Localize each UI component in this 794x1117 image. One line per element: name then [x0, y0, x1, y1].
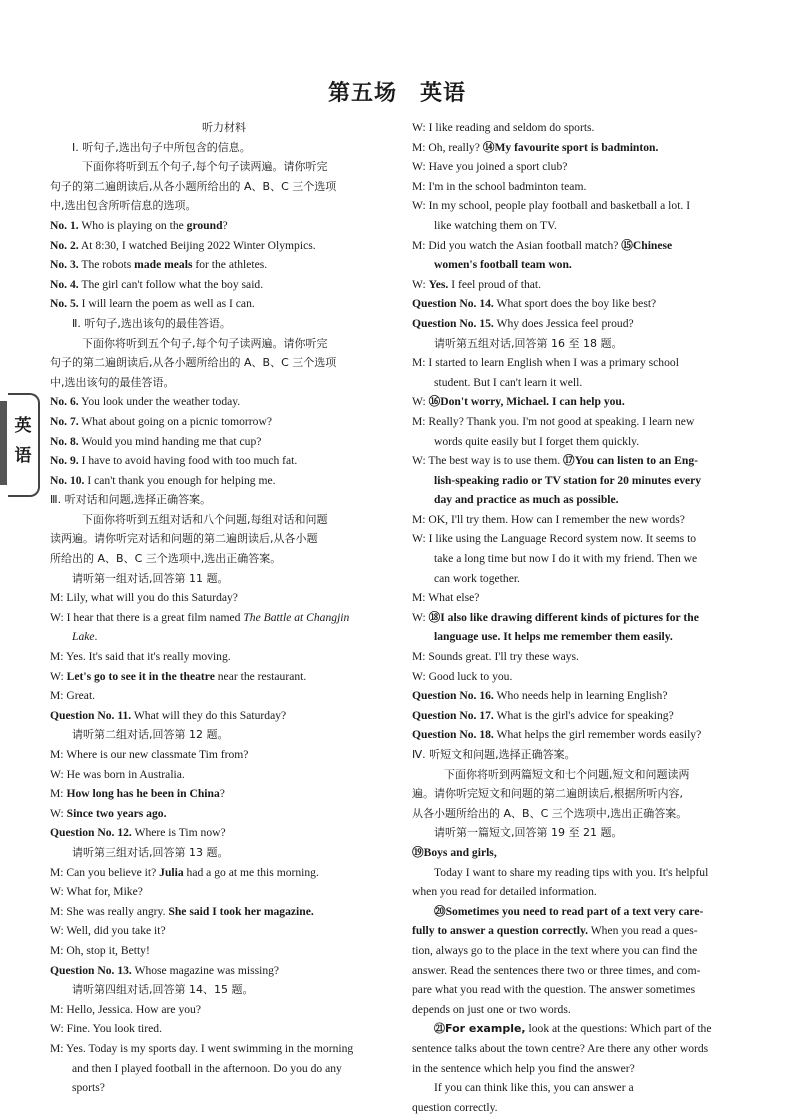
text-run: ⑱I also like drawing different kinds of pictures for the — [428, 610, 699, 624]
text-line — [412, 510, 760, 530]
text-line — [412, 196, 760, 216]
text-line — [50, 608, 398, 628]
text-line — [50, 882, 398, 902]
text-run: ? — [219, 787, 225, 801]
text-run: Question No. 15. — [412, 316, 494, 330]
text-line — [412, 471, 760, 491]
text-run: Question No. 17. — [412, 708, 494, 722]
text-run: for the athletes. — [192, 258, 268, 272]
text-line — [412, 1078, 760, 1098]
text-run: Today I want to share my reading tips with you. It's helpful — [434, 865, 709, 879]
text-line — [50, 294, 398, 314]
text-run: 中,选出包含所听信息的选项。 — [50, 199, 197, 213]
text-run: tion, always go to the place in the text where you can find the — [412, 943, 698, 957]
text-line — [50, 1059, 398, 1079]
text-line — [50, 412, 398, 432]
text-line — [50, 236, 398, 256]
text-run: take a long time but now I do it with my friend. Then we — [434, 552, 698, 566]
text-line — [50, 706, 398, 726]
text-run: M: I started to learn English when I was a primary school — [412, 356, 679, 370]
text-run: W: What for, Mike? — [50, 885, 143, 899]
text-line — [50, 529, 398, 549]
text-line — [50, 275, 398, 295]
text-line — [412, 353, 760, 373]
text-line — [50, 157, 398, 177]
text-run: Question No. 18. — [412, 728, 494, 742]
text-line — [50, 941, 398, 961]
text-run: No. 1. — [50, 218, 79, 232]
text-line — [50, 686, 398, 706]
text-run: W: — [50, 669, 67, 683]
text-line — [412, 216, 760, 236]
text-run: pare what you read with the question. The answer sometimes — [412, 983, 696, 997]
text-run: Lake — [72, 630, 95, 644]
text-run: when you read for detailed information. — [412, 885, 597, 899]
text-run: W: — [412, 610, 429, 624]
text-line — [412, 157, 760, 177]
text-line — [50, 490, 398, 510]
text-run: M: Yes. It's said that it's really moving. — [50, 650, 231, 664]
text-line — [412, 627, 760, 647]
text-line — [412, 588, 760, 608]
text-run: sentence talks about the town centre? Are there any other words — [412, 1041, 709, 1055]
text-line — [412, 745, 760, 765]
text-run: The robots — [78, 258, 135, 272]
text-run: M: Hello, Jessica. How are you? — [50, 1002, 202, 1016]
text-run: words quite easily but I forget them quickly. — [434, 434, 640, 448]
text-run: can work together. — [434, 571, 520, 585]
text-line — [412, 294, 760, 314]
text-run: Would you mind handing me that cup? — [78, 434, 262, 448]
text-run: 句子的第二遍朗读后,从各小题所给出的 A、B、C 三个选项 — [50, 179, 337, 193]
text-run: had a go at me this morning. — [183, 865, 319, 879]
text-line — [412, 236, 760, 256]
side-tab-bar — [0, 401, 7, 485]
text-run: No. 10. — [50, 473, 85, 487]
text-line — [50, 627, 398, 647]
text-run: answer. Read the sentences there two or three times, and com- — [412, 963, 701, 977]
text-line — [412, 569, 760, 589]
text-run: lish-speaking radio or TV station for 20 minutes every — [434, 473, 702, 487]
text-line — [50, 549, 398, 569]
text-run: Ⅱ. 听句子,选出该句的最佳答语。 — [72, 316, 231, 330]
text-run: I feel proud of that. — [448, 277, 542, 291]
text-line — [412, 1098, 760, 1117]
text-line — [412, 177, 760, 197]
text-run: W: In my school, people play football and basketball a lot. I — [412, 199, 691, 213]
text-run: M: She was really angry. — [50, 904, 169, 918]
text-line — [412, 882, 760, 902]
text-run: M: Did you watch the Asian football match? — [412, 238, 622, 252]
text-line — [412, 1059, 760, 1079]
text-run: M: What else? — [412, 591, 480, 605]
text-line — [50, 118, 398, 138]
text-line — [50, 1000, 398, 1020]
text-run: Whose magazine was missing? — [131, 963, 280, 977]
text-line — [50, 177, 398, 197]
text-run: If you can think like this, you can answer a — [434, 1081, 634, 1095]
text-run: M: Can you believe it? — [50, 865, 160, 879]
text-line — [50, 843, 398, 863]
text-run: 请听第四组对话,回答第 14、15 题。 — [72, 983, 254, 997]
text-run: ⑳Sometimes you need to read part of a text very care- — [434, 904, 704, 918]
text-run: depends on just one or two words. — [412, 1002, 571, 1016]
side-tab-label: 英语 — [14, 416, 32, 466]
text-run: Since two years ago. — [66, 806, 167, 820]
text-run: like watching them on TV. — [434, 218, 557, 232]
text-line — [50, 1078, 398, 1098]
text-line — [50, 255, 398, 275]
text-run: 下面你将听到五组对话和八个问题,每组对话和问题 — [82, 512, 328, 526]
text-line — [412, 549, 760, 569]
text-run: Ⅳ. 听短文和问题,选择正确答案。 — [412, 748, 576, 761]
text-line — [412, 392, 760, 412]
text-line — [50, 373, 398, 393]
text-run: The Battle at Changjin — [243, 610, 350, 624]
text-line — [412, 686, 760, 706]
text-line — [412, 490, 760, 510]
text-run: ⑯Don't worry, Michael. I can help you. — [428, 395, 625, 409]
text-line — [412, 804, 760, 824]
text-line — [50, 980, 398, 1000]
text-run: The girl can't follow what the boy said. — [78, 277, 264, 291]
text-run: No. 2. — [50, 238, 79, 252]
text-run: ⑭My favourite sport is badminton. — [482, 140, 659, 154]
text-run: sports? — [72, 1081, 105, 1095]
text-run: language use. It helps me remember them easily. — [434, 630, 673, 644]
text-run: What helps the girl remember words easily? — [493, 728, 702, 742]
text-run: . — [94, 630, 98, 644]
text-run: 听力材料 — [202, 121, 246, 134]
text-line — [50, 138, 398, 158]
text-run: What about going on a picnic tomorrow? — [78, 414, 272, 428]
text-line — [50, 823, 398, 843]
text-run: 请听第三组对话,回答第 13 题。 — [72, 845, 229, 859]
text-run: made meals — [134, 258, 193, 272]
text-line — [412, 961, 760, 981]
text-run: W: I like using the Language Record system now. It seems to — [412, 532, 697, 546]
text-run: Who is playing on the — [78, 218, 187, 232]
text-line — [50, 725, 398, 745]
text-line — [50, 1019, 398, 1039]
text-line — [412, 902, 760, 922]
text-run: M: Really? Thank you. I'm not good at speaking. I learn new — [412, 414, 695, 428]
text-run: I have to avoid having food with too much fat. — [78, 454, 298, 468]
text-line — [50, 510, 398, 530]
text-line — [50, 216, 398, 236]
text-run: No. 8. — [50, 434, 79, 448]
text-run: 从各小题所给出的 A、B、C 三个选项中,选出正确答案。 — [412, 806, 688, 820]
text-run: Question No. 14. — [412, 297, 494, 311]
text-run: I will learn the poem as well as I can. — [78, 297, 255, 311]
text-run: Where is Tim now? — [131, 826, 226, 840]
text-line — [412, 1000, 760, 1020]
text-run: 下面你将听到五个句子,每个句子读两遍。请你听完 — [82, 336, 328, 350]
text-line — [50, 804, 398, 824]
text-run: At 8:30, I watched Beijing 2022 Winter Olympics. — [78, 238, 316, 252]
text-line — [412, 784, 760, 804]
text-run: W: — [412, 277, 429, 291]
text-line — [412, 451, 760, 471]
text-run: M: Sounds great. I'll try these ways. — [412, 650, 579, 664]
text-line — [412, 667, 760, 687]
text-run: What will they do this Saturday? — [131, 708, 287, 722]
text-line — [412, 706, 760, 726]
text-line — [412, 725, 760, 745]
text-run: W: Well, did you take it? — [50, 924, 166, 938]
text-run: No. 6. — [50, 395, 79, 409]
text-run: W: — [50, 806, 67, 820]
text-run: M: Lily, what will you do this Saturday? — [50, 591, 238, 605]
text-run: Question No. 13. — [50, 963, 132, 977]
text-run: No. 3. — [50, 258, 79, 272]
text-run: ? — [222, 218, 228, 232]
text-line — [412, 941, 760, 961]
text-line — [50, 569, 398, 589]
text-run: What sport does the boy like best? — [493, 297, 657, 311]
text-run: Who needs help in learning English? — [493, 689, 668, 703]
text-run: near the restaurant. — [214, 669, 307, 683]
text-run: Question No. 16. — [412, 689, 494, 703]
text-line — [50, 471, 398, 491]
text-line — [412, 1039, 760, 1059]
text-run: M: I'm in the school badminton team. — [412, 179, 587, 193]
text-line — [50, 353, 398, 373]
text-run: W: Fine. You look tired. — [50, 1022, 162, 1036]
text-line — [50, 863, 398, 883]
text-line — [50, 765, 398, 785]
text-run: M: Where is our new classmate Tim from? — [50, 748, 249, 761]
text-line — [50, 1039, 398, 1059]
text-run: W: Have you joined a sport club? — [412, 160, 568, 174]
text-run: Ⅰ. 听句子,选出句子中所包含的信息。 — [72, 140, 251, 154]
text-run: No. 7. — [50, 414, 79, 428]
text-line — [50, 902, 398, 922]
text-run: You look under the weather today. — [78, 395, 241, 409]
text-line — [50, 451, 398, 471]
text-run: M: — [50, 787, 67, 801]
text-line — [412, 334, 760, 354]
text-run: student. But I can't learn it well. — [434, 375, 583, 389]
text-line — [412, 529, 760, 549]
text-line — [50, 314, 398, 334]
text-line — [412, 314, 760, 334]
text-run: 请听第一组对话,回答第 11 题。 — [72, 571, 229, 585]
text-run: 请听第一篇短文,回答第 19 至 21 题。 — [434, 826, 623, 840]
text-run: Ⅲ. 听对话和问题,选择正确答案。 — [50, 493, 212, 507]
text-run: W: The best way is to use them. — [412, 454, 564, 468]
text-line — [412, 647, 760, 667]
text-run: fully to answer a question correctly. — [412, 924, 589, 938]
text-run: Question No. 12. — [50, 826, 132, 840]
text-run: W: — [412, 395, 429, 409]
text-run: 读两遍。请你听完对话和问题的第二遍朗读后,从各小题 — [50, 532, 318, 546]
text-line — [50, 432, 398, 452]
text-line — [50, 921, 398, 941]
text-run: question correctly. — [412, 1100, 498, 1114]
text-run: Why does Jessica feel proud? — [493, 316, 634, 330]
text-run: I can't thank you enough for helping me. — [84, 473, 276, 487]
text-run: M: Oh, stop it, Betty! — [50, 943, 150, 957]
text-run: M: Oh, really? — [412, 140, 483, 154]
text-run: She said I took her magazine. — [168, 904, 314, 918]
text-run: Julia — [159, 865, 184, 879]
text-run: 请听第五组对话,回答第 16 至 18 题。 — [434, 336, 623, 350]
text-run: How long has he been in China — [66, 787, 220, 801]
text-run: M: OK, I'll try them. How can I remember the new words? — [412, 512, 685, 526]
text-run: W: He was born in Australia. — [50, 767, 185, 781]
text-run: in the sentence which help you find the answer? — [412, 1061, 635, 1075]
text-line — [50, 196, 398, 216]
text-run: Yes. — [428, 277, 449, 291]
text-run: 所给出的 A、B、C 三个选项中,选出正确答案。 — [50, 552, 282, 566]
text-run: No. 4. — [50, 277, 79, 291]
text-line — [412, 118, 760, 138]
text-line — [412, 1019, 760, 1039]
text-line — [50, 784, 398, 804]
text-run: 句子的第二遍朗读后,从各小题所给出的 A、B、C 三个选项 — [50, 356, 337, 370]
text-line — [412, 843, 760, 863]
text-line — [50, 647, 398, 667]
left-column — [50, 118, 398, 1098]
text-line — [412, 765, 760, 785]
text-run: 中,选出该句的最佳答语。 — [50, 375, 175, 389]
text-run: ⑮Chinese — [621, 238, 673, 252]
subject-side-tab — [0, 393, 44, 493]
text-run: M: Great. — [50, 689, 96, 703]
text-run: ⑰You can listen to an Eng- — [563, 454, 698, 468]
text-run: women's football team won. — [434, 258, 572, 272]
text-run: and then I played football in the afternoon. Do you do any — [72, 1061, 342, 1075]
text-run: Let's go to see it in the theatre — [66, 669, 215, 683]
text-run: What is the girl's advice for speaking? — [493, 708, 674, 722]
text-run: 遍。请你听完短文和问题的第二遍朗读后,根据所听内容, — [412, 787, 683, 801]
text-run: No. 9. — [50, 454, 79, 468]
text-run: ⑲Boys and girls, — [412, 845, 497, 859]
text-run: day and practice as much as possible. — [434, 493, 619, 507]
text-run: M: Yes. Today is my sports day. I went swimming in the morning — [50, 1041, 354, 1055]
text-line — [412, 921, 760, 941]
text-run: look at the questions: Which part of the — [525, 1022, 712, 1036]
text-line — [50, 392, 398, 412]
text-line — [412, 608, 760, 628]
text-run: When you read a ques- — [588, 924, 698, 938]
text-line — [50, 745, 398, 765]
text-line — [50, 961, 398, 981]
text-run: W: I hear that there is a great film named — [50, 610, 244, 624]
text-run: No. 5. — [50, 297, 79, 311]
text-run: W: I like reading and seldom do sports. — [412, 121, 595, 134]
text-run: Question No. 11. — [50, 708, 132, 722]
text-line — [412, 863, 760, 883]
text-line — [412, 980, 760, 1000]
text-run: 请听第二组对话,回答第 12 题。 — [72, 728, 229, 742]
text-line — [412, 823, 760, 843]
text-run: W: Good luck to you. — [412, 669, 513, 683]
text-run: ㉑For example, — [434, 1022, 526, 1036]
page-title: 第五场 英语 — [327, 81, 466, 106]
text-line — [50, 588, 398, 608]
text-line — [50, 334, 398, 354]
text-line — [50, 667, 398, 687]
text-line — [412, 255, 760, 275]
text-run: ground — [186, 218, 223, 232]
text-line — [412, 138, 760, 158]
text-line — [412, 275, 760, 295]
text-line — [412, 373, 760, 393]
text-line — [412, 412, 760, 432]
right-column — [412, 118, 760, 1117]
text-line — [412, 432, 760, 452]
text-run: 下面你将听到两篇短文和七个问题,短文和问题读两 — [444, 767, 690, 781]
text-run: 下面你将听到五个句子,每个句子读两遍。请你听完 — [82, 160, 328, 174]
